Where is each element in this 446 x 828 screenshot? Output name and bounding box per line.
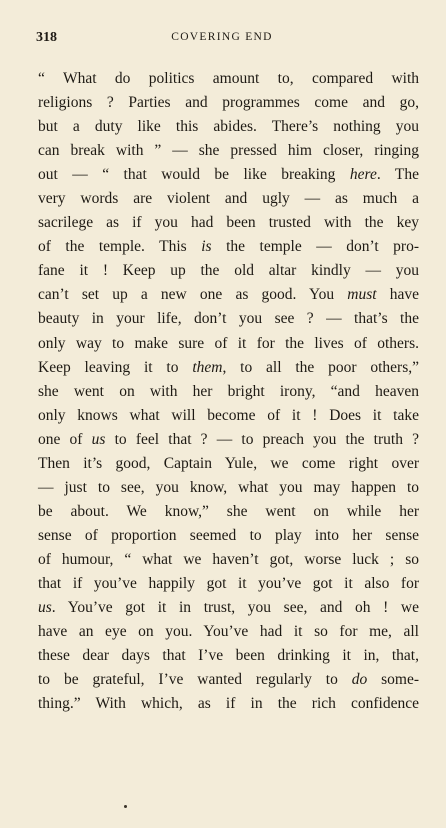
text-line: very words are violent and ugly — as much a [38, 190, 419, 208]
text-line: sense of proportion seemed to play into her sense [38, 526, 419, 544]
text-line: “ What do politics amount to, compared with [38, 70, 419, 87]
text-line: one of us to feel that ? — to preach you the truth ? [38, 430, 419, 448]
text-line: Keep leaving it to them, to all the poor others,” [38, 358, 419, 376]
text-line: only way to make sure of it for the lives of others. [38, 334, 419, 352]
text-line: out — “ that would be like breaking here. The [38, 166, 419, 184]
text-line: sacrilege as if you had been trusted with the key [38, 214, 419, 232]
text-line: thing.” With which, as if in the rich confidence [38, 695, 419, 713]
text-line: that if you’ve happily got it you’ve got it also for [38, 574, 419, 592]
text-line: beauty in your life, don’t you see ? — that’s the [38, 310, 419, 328]
text-line: religions ? Parties and programmes come and go, [38, 94, 419, 112]
text-line: be about. We know,” she went on while her [38, 502, 419, 520]
text-line: only knows what will become of it ! Does it take [38, 406, 419, 424]
body-text [38, 67, 419, 716]
text-line: these dear days that I’ve been drinking it in, that, [38, 647, 419, 665]
running-title: COVERING END [171, 31, 273, 43]
text-line: to be grateful, I’ve wanted regularly to do some- [38, 671, 419, 689]
text-line: of the temple. This is the temple — don’t pro- [38, 238, 419, 256]
page-number: 318 [36, 30, 57, 45]
text-line: she went on with her bright irony, “and heaven [38, 382, 419, 400]
text-line: can break with ” — she pressed him closer, ringing [38, 142, 419, 160]
text-line: Then it’s good, Captain Yule, we come right over [38, 454, 419, 472]
text-line: — just to see, you know, what you may happen to [38, 478, 419, 496]
text-line: of humour, “ what we haven’t got, worse luck ; so [38, 550, 419, 568]
text-line: can’t set up a new one as good. You must have [38, 286, 419, 304]
text-line: us. You’ve got it in trust, you see, and oh ! we [38, 599, 419, 617]
text-line: fane it ! Keep up the old altar kindly — you [38, 262, 419, 280]
ink-speck [124, 805, 127, 808]
text-line: but a duty like this abides. There’s nothing you [38, 118, 419, 136]
text-line: have an eye on you. You’ve had it so for me, all [38, 623, 419, 641]
page-header [36, 30, 408, 48]
